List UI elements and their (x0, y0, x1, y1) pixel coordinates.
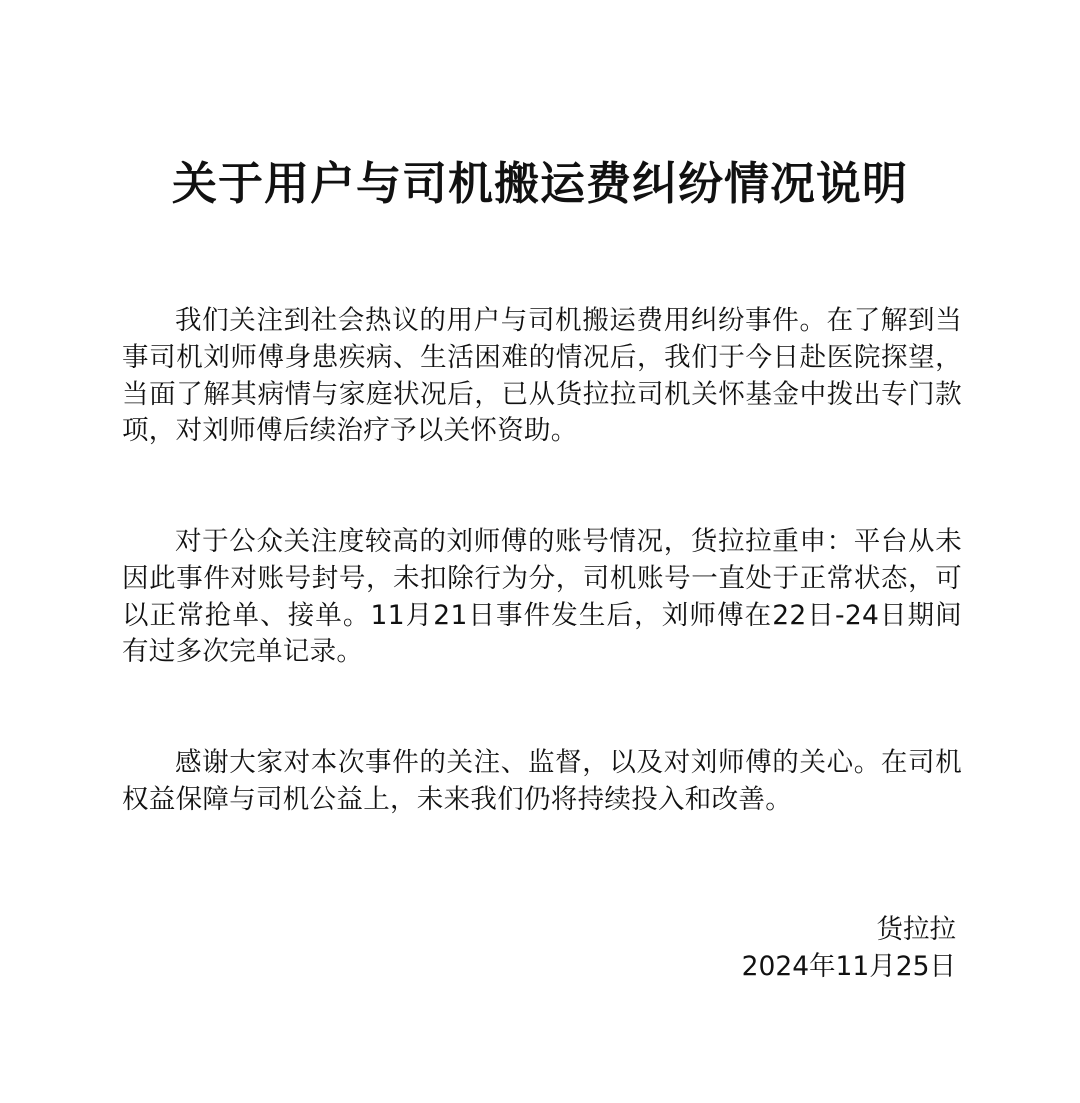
paragraph-1: 我们关注到社会热议的用户与司机搬运费用纠纷事件。在了解到当事司机刘师傅身患疾病、生活困难的情况后，我们于今日赴医院探望，当面了解其病情与家庭状况后，已从货拉拉司机关怀基金中拨出专门款项，对刘师傅后续治疗予以关怀资助。 (122, 305, 962, 447)
signature-organization: 货拉拉 (876, 914, 956, 945)
signature-date: 2024年11月25日 (741, 950, 956, 982)
signature-block (742, 912, 956, 986)
paragraph-3: 感谢大家对本次事件的关注、监督，以及对刘师傅的关心。在司机权益保障与司机公益上，未来我们仍将持续投入和改善。 (122, 747, 962, 815)
paragraph-2: 对于公众关注度较高的刘师傅的账号情况，货拉拉重申：平台从未因此事件对账号封号，未扣除行为分，司机账号一直处于正常状态，可以正常抢单、接单。11月21日事件发生后，刘师傅在22日-24日期间有过多次完单记录。 (122, 526, 962, 668)
page-title: 关于用户与司机搬运费纠纷情况说明 (171, 157, 908, 210)
